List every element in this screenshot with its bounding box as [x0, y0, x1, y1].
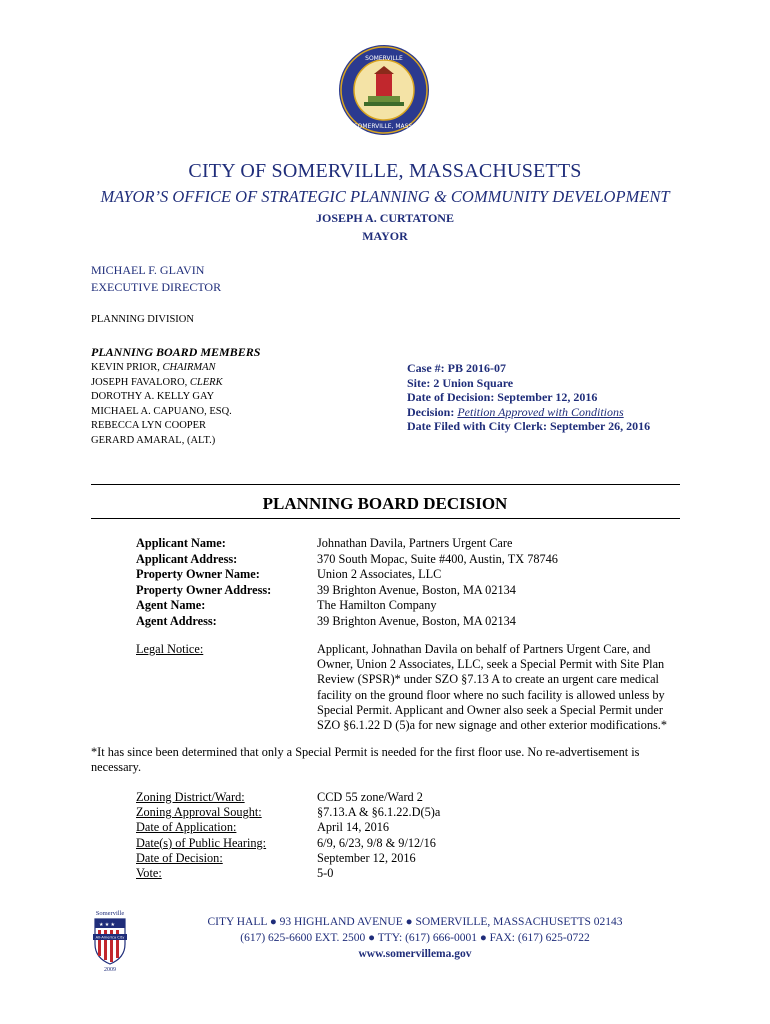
- decision-status: Petition Approved with Conditions: [457, 404, 624, 419]
- applicant-label: Property Owner Address:: [136, 582, 272, 597]
- zoning-label: Date of Decision:: [136, 850, 223, 865]
- decision-heading: PLANNING BOARD DECISION: [262, 494, 508, 513]
- zoning-values: [317, 790, 440, 881]
- footnote: *It has since been determined that only a Special Permit is needed for the first floor use. No re-advertisement is necessary.: [91, 745, 640, 775]
- zoning-value: 6/9, 6/23, 9/8 & 9/12/16: [317, 835, 436, 850]
- seal-bottom-text: SOMERVILLE, MASS.: [353, 123, 415, 130]
- zoning-value: April 14, 2016: [317, 820, 390, 835]
- applicant-value: Union 2 Associates, LLC: [317, 567, 442, 582]
- legal-notice-label: Legal Notice:: [136, 642, 204, 656]
- case-info: [407, 361, 650, 434]
- board-heading: PLANNING BOARD MEMBERS: [91, 345, 261, 359]
- zoning-label: Zoning District/Ward:: [136, 790, 245, 804]
- applicant-label: Applicant Address:: [136, 551, 238, 566]
- zoning-label: Vote:: [136, 866, 162, 881]
- director-name: MICHAEL F. GLAVIN: [91, 263, 205, 277]
- legal-notice-text: Applicant, Johnathan Davila on behalf of Partners Urgent Care, and Owner, Union 2 Associates, LLC, seek a Special Permit with Site Plan Review (SPSR)* under SZO §7.13 A to create an urgent care medical facility on the ground floor where no such facility is allowed unless by Special Permit. Applicant and Owner also seek a Special Permit under SZO §6.1.22 D (5)a for new signage and other exterior modifications.*: [317, 642, 668, 733]
- case-decision-date: Date of Decision: September 12, 2016: [407, 390, 598, 405]
- director-title: EXECUTIVE DIRECTOR: [91, 280, 222, 294]
- applicant-label: Agent Address:: [136, 613, 217, 628]
- logo-year: 2009: [104, 967, 116, 972]
- zoning-label: Date(s) of Public Hearing:: [136, 835, 267, 850]
- applicant-value: 39 Brighton Avenue, Boston, MA 02134: [317, 582, 516, 597]
- city-seal: [338, 44, 430, 136]
- applicant-label: Property Owner Name:: [136, 567, 260, 582]
- board-member: GERARD AMARAL, (ALT.): [91, 434, 216, 446]
- top-divider: [91, 484, 680, 485]
- seal-top-text: SOMERVILLE: [365, 55, 403, 62]
- office-title: MAYOR’S OFFICE OF STRATEGIC PLANNING & COMMUNITY DEVELOPMENT: [100, 187, 670, 206]
- board-member: REBECCA LYN COOPER: [91, 420, 207, 432]
- applicant-values: [317, 536, 558, 630]
- footer-contact: [120, 914, 710, 962]
- board-member: JOSEPH FAVALORO, CLERK: [91, 376, 223, 388]
- applicant-labels: [136, 536, 271, 630]
- city-seal-icon: [338, 44, 430, 136]
- applicant-value: The Hamilton Company: [317, 598, 437, 613]
- logo-banner-text: All-America City: [95, 935, 125, 940]
- board-member: KEVIN PRIOR, CHAIRMAN: [91, 362, 216, 373]
- case-decision: Decision: Petition Approved with Conditions: [407, 404, 624, 419]
- zoning-label: Zoning Approval Sought:: [136, 805, 262, 820]
- zoning-value: §7.13.A & §6.1.22.D(5)a: [317, 805, 441, 820]
- applicant-value: Johnathan Davila, Partners Urgent Care: [317, 536, 513, 550]
- bottom-divider: [91, 518, 680, 519]
- applicant-value: 39 Brighton Avenue, Boston, MA 02134: [317, 613, 516, 628]
- board-members-list: [91, 361, 232, 449]
- division-label: PLANNING DIVISION: [91, 314, 194, 325]
- case-filed-date: Date Filed with City Clerk: September 26, 2016: [407, 419, 651, 434]
- board-member: MICHAEL A. CAPUANO, ESQ.: [91, 405, 232, 417]
- mayor-name: JOSEPH A. CURTATONE: [316, 211, 454, 225]
- zoning-value: CCD 55 zone/Ward 2: [317, 790, 423, 804]
- svg-text:★ ★ ★: ★ ★ ★: [99, 923, 115, 928]
- footer-address: CITY HALL ● 93 HIGHLAND AVENUE ● SOMERVILLE, MASSACHUSETTS 02143: [207, 916, 623, 928]
- applicant-value: 370 South Mopac, Suite #400, Austin, TX 78746: [317, 551, 558, 566]
- zoning-value: 5-0: [317, 866, 334, 881]
- city-title: CITY OF SOMERVILLE, MASSACHUSETTS: [188, 160, 582, 182]
- board-member: DOROTHY A. KELLY GAY: [91, 391, 215, 403]
- logo-top-text: Somerville: [95, 910, 125, 917]
- applicant-label: Applicant Name:: [136, 536, 226, 550]
- mayor-title: MAYOR: [362, 229, 408, 243]
- zoning-label: Date of Application:: [136, 820, 237, 835]
- zoning-labels: [136, 790, 266, 881]
- applicant-label: Agent Name:: [136, 598, 206, 613]
- zoning-value: September 12, 2016: [317, 850, 416, 865]
- footer-phones: (617) 625-6600 EXT. 2500 ● TTY: (617) 666-0001 ● FAX: (617) 625-0722: [240, 932, 590, 944]
- case-number: Case #: PB 2016-07: [407, 361, 506, 375]
- footer-website-link[interactable]: www.somervillema.gov: [358, 948, 472, 960]
- case-site: Site: 2 Union Square: [407, 375, 514, 390]
